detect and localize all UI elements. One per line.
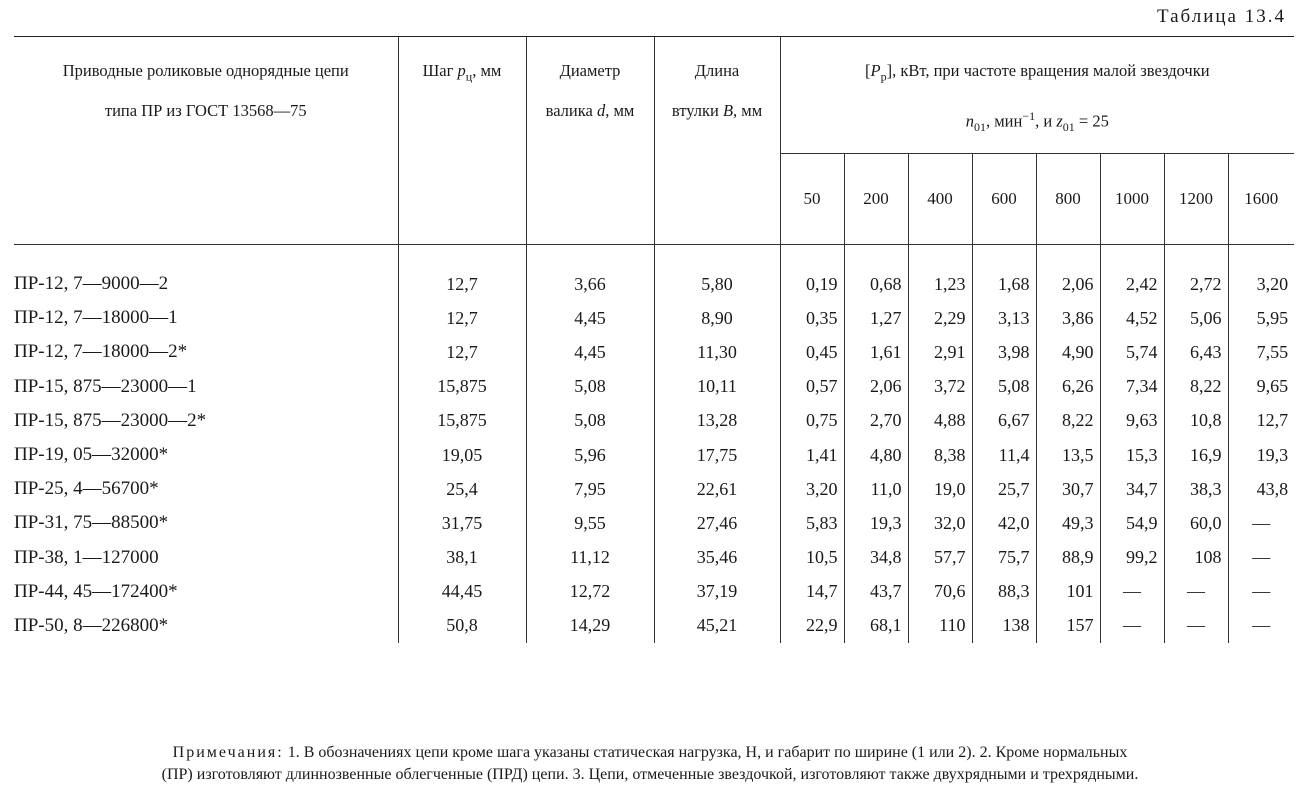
power-cell: 7,34 [1100, 370, 1164, 404]
power-cell: 3,86 [1036, 301, 1100, 335]
power-cell: 4,88 [908, 404, 972, 438]
table-row [14, 335, 1294, 369]
speed-header: 1000 [1100, 154, 1164, 245]
power-cell: 1,68 [972, 267, 1036, 301]
power-cell: 9,63 [1100, 404, 1164, 438]
bushing-length-cell: 8,90 [654, 301, 780, 335]
power-cell: — [1228, 541, 1294, 575]
power-cell: 68,1 [844, 609, 908, 643]
bushing-length-cell: 13,28 [654, 404, 780, 438]
power-cell: 16,9 [1164, 438, 1228, 472]
roller-diameter-cell: 7,95 [526, 472, 654, 506]
power-cell: 10,5 [780, 541, 844, 575]
power-cell: 99,2 [1100, 541, 1164, 575]
roller-diameter-cell: 12,72 [526, 575, 654, 609]
roller-diameter-cell: 3,66 [526, 267, 654, 301]
power-cell: 0,75 [780, 404, 844, 438]
power-cell: 14,7 [780, 575, 844, 609]
power-cell: — [1164, 609, 1228, 643]
pitch-cell: 15,875 [398, 404, 526, 438]
power-cell: 3,20 [1228, 267, 1294, 301]
power-cell: 0,68 [844, 267, 908, 301]
power-cell: 25,7 [972, 472, 1036, 506]
chain-designation-cell: ПР-12, 7—18000—2* [14, 341, 188, 363]
power-cell: 5,74 [1100, 335, 1164, 369]
table-row [14, 506, 1294, 540]
bushing-length-cell: 5,80 [654, 267, 780, 301]
power-cell: 54,9 [1100, 506, 1164, 540]
pitch-cell: 50,8 [398, 609, 526, 643]
roller-diameter-cell: 4,45 [526, 301, 654, 335]
power-cell: 32,0 [908, 506, 972, 540]
power-cell: 3,98 [972, 335, 1036, 369]
power-cell: 70,6 [908, 575, 972, 609]
power-cell: 49,3 [1036, 506, 1100, 540]
power-cell: 9,65 [1228, 370, 1294, 404]
power-cell: — [1100, 575, 1164, 609]
roller-diameter-cell: 4,45 [526, 335, 654, 369]
speed-header: 200 [844, 154, 908, 245]
power-cell: 0,57 [780, 370, 844, 404]
power-cell: 6,43 [1164, 335, 1228, 369]
notes-line2: (ПР) изготовляют длиннозвенные облегченные (ПРД) цепи. 3. Цепи, отмеченные звездочкой, изготовляют также двухрядными и трехрядными. [161, 766, 1139, 783]
speed-header: 400 [908, 154, 972, 245]
speed-header: 50 [780, 154, 844, 245]
power-cell: 8,22 [1164, 370, 1228, 404]
table-caption: Таблица 13.4 [1156, 6, 1286, 27]
power-cell: 2,29 [908, 301, 972, 335]
table-row [14, 609, 1294, 643]
pitch-cell: 12,7 [398, 335, 526, 369]
notes-label: Примечания: [172, 744, 284, 761]
power-cell: 4,90 [1036, 335, 1100, 369]
power-cell: 101 [1036, 575, 1100, 609]
power-cell: 5,06 [1164, 301, 1228, 335]
power-cell: 42,0 [972, 506, 1036, 540]
speed-header: 1600 [1228, 154, 1294, 245]
power-cell: 0,19 [780, 267, 844, 301]
speed-header: 800 [1036, 154, 1100, 245]
power-cell: 138 [972, 609, 1036, 643]
power-cell: 5,08 [972, 370, 1036, 404]
chain-designation-cell: ПР-38, 1—127000 [14, 546, 159, 568]
table-body [14, 267, 1294, 643]
bushing-length-cell: 45,21 [654, 609, 780, 643]
chain-designation-cell: ПР-12, 7—9000—2 [14, 273, 169, 295]
chain-table [14, 36, 1294, 643]
power-cell: 1,61 [844, 335, 908, 369]
table-row [14, 404, 1294, 438]
pitch-cell: 12,7 [398, 267, 526, 301]
roller-diameter-cell: 14,29 [526, 609, 654, 643]
power-cell: 88,9 [1036, 541, 1100, 575]
roller-diameter-cell: 9,55 [526, 506, 654, 540]
power-cell: 8,22 [1036, 404, 1100, 438]
power-cell: 10,8 [1164, 404, 1228, 438]
power-cell: 7,55 [1228, 335, 1294, 369]
bushing-length-cell: 11,30 [654, 335, 780, 369]
power-cell: 1,27 [844, 301, 908, 335]
power-cell: 4,52 [1100, 301, 1164, 335]
notes-line1: 1. В обозначениях цепи кроме шага указаны статическая нагрузка, Н, и габарит по ширине (1 или 2). 2. Кроме нормальных [283, 744, 1128, 761]
power-cell: 2,42 [1100, 267, 1164, 301]
power-cell: 2,06 [1036, 267, 1100, 301]
pitch-cell: 38,1 [398, 541, 526, 575]
pitch-cell: 31,75 [398, 506, 526, 540]
power-cell: — [1228, 575, 1294, 609]
power-cell: 108 [1164, 541, 1228, 575]
table-row [14, 575, 1294, 609]
speed-header: 1200 [1164, 154, 1228, 245]
pitch-cell: 15,875 [398, 370, 526, 404]
power-cell: 34,7 [1100, 472, 1164, 506]
roller-diameter-cell: 5,08 [526, 404, 654, 438]
table-row [14, 301, 1294, 335]
power-cell: 5,95 [1228, 301, 1294, 335]
chain-designation-cell: ПР-50, 8—226800* [14, 614, 169, 636]
power-cell: 38,3 [1164, 472, 1228, 506]
power-cell: — [1164, 575, 1228, 609]
power-cell: 110 [908, 609, 972, 643]
power-cell: 19,3 [844, 506, 908, 540]
power-cell: 2,70 [844, 404, 908, 438]
power-cell: 157 [1036, 609, 1100, 643]
power-cell: 12,7 [1228, 404, 1294, 438]
power-cell: 60,0 [1164, 506, 1228, 540]
header-bushing-length: Длина втулки B, мм [654, 37, 780, 245]
bushing-length-cell: 17,75 [654, 438, 780, 472]
bushing-length-cell: 22,61 [654, 472, 780, 506]
roller-diameter-cell: 11,12 [526, 541, 654, 575]
power-cell: 22,9 [780, 609, 844, 643]
pitch-cell: 44,45 [398, 575, 526, 609]
power-cell: — [1100, 609, 1164, 643]
power-cell: 0,35 [780, 301, 844, 335]
power-cell: 1,23 [908, 267, 972, 301]
power-cell: 3,13 [972, 301, 1036, 335]
pitch-cell: 12,7 [398, 301, 526, 335]
table-notes [10, 742, 1290, 786]
power-cell: 2,72 [1164, 267, 1228, 301]
bushing-length-cell: 37,19 [654, 575, 780, 609]
header-power: $[P_р]$, кВт, при частоте вращения малой звездочки $n_{01}$, мин$^{-1}$, и $z_{01} = 25$ [780, 37, 1294, 154]
power-cell: 43,7 [844, 575, 908, 609]
chain-designation-cell: ПР-12, 7—18000—1 [14, 307, 178, 329]
power-cell: 0,45 [780, 335, 844, 369]
power-cell: 15,3 [1100, 438, 1164, 472]
power-cell: 2,06 [844, 370, 908, 404]
power-cell: 6,67 [972, 404, 1036, 438]
speed-header: 600 [972, 154, 1036, 245]
power-cell: 8,38 [908, 438, 972, 472]
bushing-length-cell: 27,46 [654, 506, 780, 540]
power-cell: — [1228, 506, 1294, 540]
power-cell: 11,0 [844, 472, 908, 506]
power-cell: 1,41 [780, 438, 844, 472]
power-cell: 6,26 [1036, 370, 1100, 404]
bushing-length-cell: 35,46 [654, 541, 780, 575]
header-roller-diameter: Диаметр валика d, мм [526, 37, 654, 245]
pitch-cell: 25,4 [398, 472, 526, 506]
power-cell: 4,80 [844, 438, 908, 472]
power-cell: 13,5 [1036, 438, 1100, 472]
power-cell: 57,7 [908, 541, 972, 575]
power-cell: 34,8 [844, 541, 908, 575]
power-cell: 88,3 [972, 575, 1036, 609]
power-cell: 3,72 [908, 370, 972, 404]
power-cell: 19,0 [908, 472, 972, 506]
power-cell: 3,20 [780, 472, 844, 506]
power-cell: 30,7 [1036, 472, 1100, 506]
table-row [14, 370, 1294, 404]
chain-designation-cell: ПР-31, 75—88500* [14, 512, 169, 534]
table-row [14, 541, 1294, 575]
roller-diameter-cell: 5,96 [526, 438, 654, 472]
table-row [14, 438, 1294, 472]
chain-designation-cell: ПР-15, 875—23000—2* [14, 409, 207, 431]
chain-designation-cell: ПР-25, 4—56700* [14, 478, 159, 500]
pitch-cell: 19,05 [398, 438, 526, 472]
header-pitch: Шаг $p_ц$, мм [398, 37, 526, 245]
chain-designation-cell: ПР-19, 05—32000* [14, 444, 169, 466]
power-cell: 75,7 [972, 541, 1036, 575]
bushing-length-cell: 10,11 [654, 370, 780, 404]
table-row [14, 267, 1294, 301]
power-cell: 2,91 [908, 335, 972, 369]
roller-diameter-cell: 5,08 [526, 370, 654, 404]
table-row [14, 472, 1294, 506]
power-cell: — [1228, 609, 1294, 643]
power-cell: 19,3 [1228, 438, 1294, 472]
chain-designation-cell: ПР-15, 875—23000—1 [14, 375, 197, 397]
chain-designation-cell: ПР-44, 45—172400* [14, 580, 178, 602]
power-cell: 43,8 [1228, 472, 1294, 506]
power-cell: 11,4 [972, 438, 1036, 472]
power-cell: 5,83 [780, 506, 844, 540]
header-chain-type: Приводные роликовые однорядные цепи типа ПР из ГОСТ 13568—75 [14, 37, 398, 245]
